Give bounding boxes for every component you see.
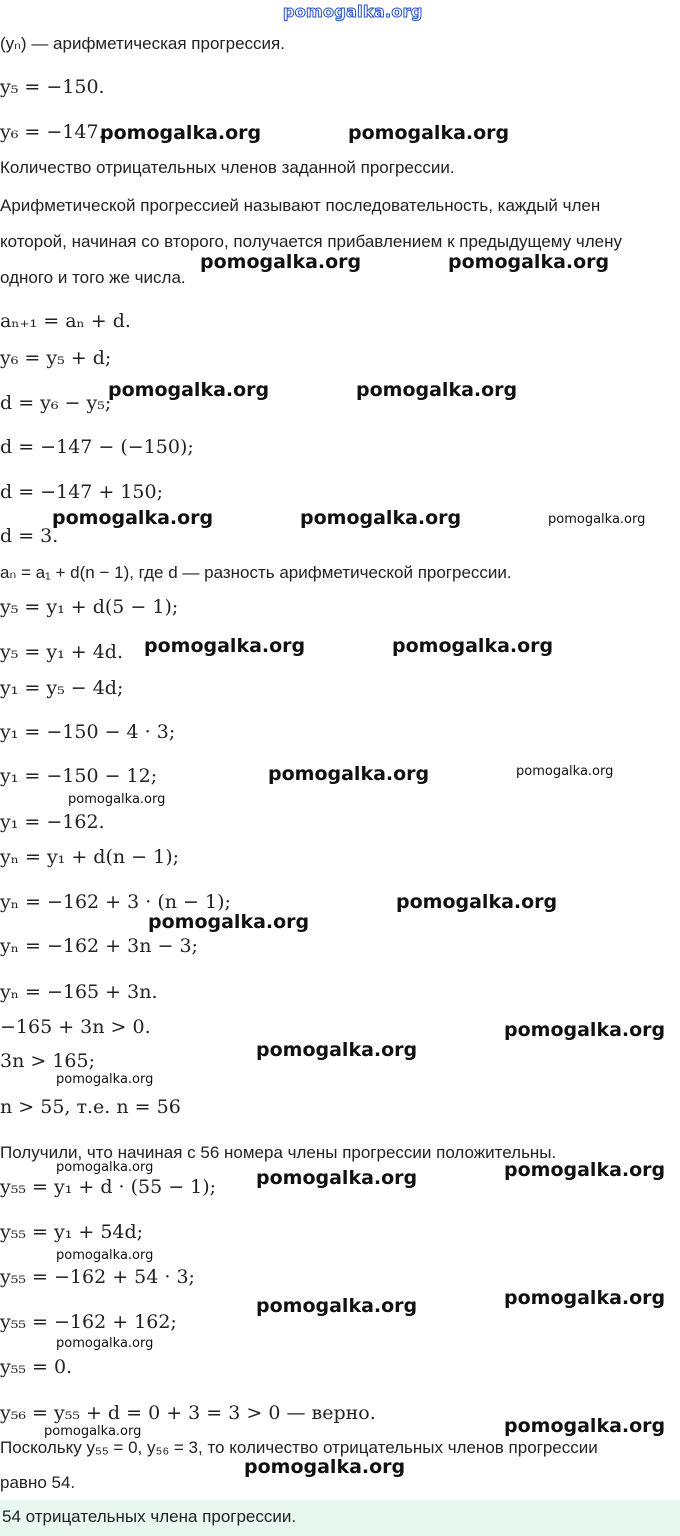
solution-line: y₅ = y₁ + d(5 − 1);	[0, 596, 179, 618]
watermark: pomogalka.org	[256, 1295, 418, 1317]
solution-line: yₙ = −162 + 3 · (n − 1);	[0, 891, 231, 913]
solution-line: y₅₅ = y₁ + 54d;	[0, 1221, 144, 1243]
solution-line: d = −147 − (−150);	[0, 436, 194, 458]
watermark: pomogalka.org	[44, 1424, 142, 1439]
watermark: pomogalka.org	[56, 1336, 154, 1351]
solution-line: aₙ₊₁ = aₙ + d.	[0, 310, 131, 332]
solution-line: одного и того же числа.	[0, 268, 186, 287]
watermark: pomogalka.org	[356, 379, 518, 401]
solution-line: yₙ = −165 + 3n.	[0, 981, 158, 1003]
watermark: pomogalka.org	[108, 379, 270, 401]
solution-line: y₆ = y₅ + d;	[0, 347, 112, 369]
watermark: pomogalka.org	[244, 1456, 406, 1478]
solution-line: y₅ = −150.	[0, 76, 105, 98]
solution-line: (yₙ) — арифметическая прогрессия.	[0, 34, 285, 53]
solution-line: y₅₅ = y₁ + d · (55 − 1);	[0, 1176, 217, 1198]
solution-line: Поскольку y₅₅ = 0, y₅₆ = 3, то количество отрицательных членов прогрессии	[0, 1438, 598, 1457]
watermark: pomogalka.org	[100, 122, 262, 144]
answer-text: 54 отрицательных члена прогрессии.	[2, 1507, 297, 1526]
solution-line: yₙ = −162 + 3n − 3;	[0, 935, 198, 957]
answer-box	[0, 1500, 680, 1536]
watermark: pomogalka.org	[56, 1248, 154, 1263]
watermark: pomogalka.org	[256, 1039, 418, 1061]
watermark: pomogalka.org	[256, 1167, 418, 1189]
watermark: pomogalka.org	[68, 792, 166, 807]
solution-line: n > 55, т.е. n = 56	[0, 1096, 181, 1118]
solution-line: Арифметической прогрессией называют последовательность, каждый член	[0, 196, 601, 215]
solution-line: y₅₆ = y₅₅ + d = 0 + 3 = 3 > 0 — верно.	[0, 1402, 376, 1424]
solution-line: y₅₅ = 0.	[0, 1356, 73, 1378]
solution-line: yₙ = y₁ + d(n − 1);	[0, 846, 180, 868]
watermark: pomogalka.org	[300, 507, 462, 529]
watermark: pomogalka.org	[392, 635, 554, 657]
watermark: pomogalka.org	[52, 507, 214, 529]
solution-line: y₁ = y₅ − 4d;	[0, 677, 124, 699]
site-logo: pomogalka.org	[283, 2, 423, 21]
solution-line: y₅ = y₁ + 4d.	[0, 641, 123, 663]
watermark: pomogalka.org	[200, 251, 362, 273]
watermark: pomogalka.org	[504, 1415, 666, 1437]
solution-line: y₅₅ = −162 + 54 · 3;	[0, 1266, 195, 1288]
watermark: pomogalka.org	[504, 1287, 666, 1309]
watermark: pomogalka.org	[504, 1019, 666, 1041]
watermark: pomogalka.org	[348, 122, 510, 144]
solution-line: d = −147 + 150;	[0, 481, 164, 503]
watermark: pomogalka.org	[396, 891, 558, 913]
solution-line: aₙ = a₁ + d(n − 1), где d — разность арифметической прогрессии.	[0, 563, 512, 582]
solution-line: −165 + 3n > 0.	[0, 1016, 151, 1038]
solution-line: которой, начиная со второго, получается прибавлением к предыдущему члену	[0, 232, 623, 251]
watermark: pomogalka.org	[144, 635, 306, 657]
solution-line: Получили, что начиная с 56 номера члены прогрессии положительны.	[0, 1143, 557, 1162]
watermark: pomogalka.org	[504, 1159, 666, 1181]
watermark: pomogalka.org	[448, 251, 610, 273]
solution-line: y₁ = −162.	[0, 811, 105, 833]
watermark: pomogalka.org	[516, 764, 614, 779]
watermark: pomogalka.org	[148, 911, 310, 933]
watermark: pomogalka.org	[548, 512, 646, 527]
solution-line: d = y₆ − y₅;	[0, 392, 112, 414]
solution-line: y₅₅ = −162 + 162;	[0, 1311, 177, 1333]
solution-line: y₁ = −150 − 4 · 3;	[0, 721, 176, 743]
solution-line: Количество отрицательных членов заданной прогрессии.	[0, 158, 455, 177]
watermark: pomogalka.org	[56, 1160, 154, 1175]
watermark: pomogalka.org	[56, 1072, 154, 1087]
solution-line: d = 3.	[0, 525, 59, 547]
solution-line: 3n > 165;	[0, 1050, 95, 1072]
watermark: pomogalka.org	[268, 763, 430, 785]
solution-line: y₆ = −147.	[0, 121, 105, 143]
solution-line: y₁ = −150 − 12;	[0, 765, 158, 787]
solution-line: равно 54.	[0, 1473, 76, 1492]
